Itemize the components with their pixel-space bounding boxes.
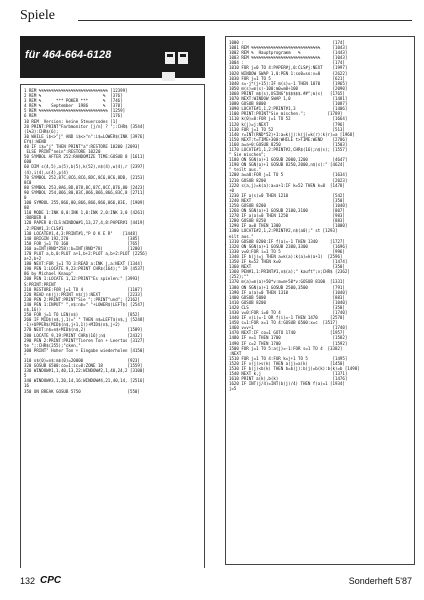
code-line: 1010 FOR j=0 TO 4:PAPER#j,0:CLS#j:NEXT [1997] (229, 65, 348, 71)
code-line: 1001 REM %%%%%%%%%%%%%%%%%%%%%%%%%%%% [1043] (229, 45, 348, 51)
code-listing-right (225, 36, 415, 565)
code-line: 1260 ON SGN(a)+1 GOSUB 2100,3100 [807] (229, 208, 345, 214)
code-line: 6 REM [176] (24, 113, 123, 119)
code-line: 1170 LOCATE#1,1,2:PRINT#2,CHR$(16);n$(s); [1557] (229, 146, 348, 152)
magazine-logo: CPC (40, 575, 62, 586)
code-line: 1004 : [174] (229, 60, 345, 66)
code-line: 1210 GOSUB 8200 [2023] (229, 177, 348, 183)
code-line: 5 REM %%%%%%%%%%%%%%%%%%%%%%%%%%%% [1259] (24, 108, 126, 114)
code-line: 160 a=INT(RND*258):b=INT(RND*78) [1280] (24, 245, 143, 251)
code-line: j=5 (229, 386, 237, 392)
code-line: 16 (24, 383, 29, 389)
code-line: a+2,b+2 (24, 256, 42, 262)
code-line: 1190 ON SGN(a)+1 GOSUB 8250,2000,n$(s):" [4624] (229, 162, 345, 168)
code-line: 1002 REM % Hauptprogramm % [1443] (229, 50, 348, 56)
code-line: " Sie mischen"; (229, 152, 266, 158)
section-title: Spiele (20, 8, 55, 23)
code-line: ELSE PRINT"nein":RESTORE 10220 (24, 149, 101, 155)
code-line: :BORDER 0 (24, 215, 47, 221)
code-line: 1610 PRINT a(k),b(k) [1476] (229, 376, 348, 382)
code-line: 330 WINDOW#1,1,40,13,22:WINDOW#2,1,40,24,2 [3100] (24, 368, 145, 374)
code-line: 1060 PRINT m$(s),USING"$$$$$$.##";m(s) [1765] (229, 90, 345, 96)
code-line: 1003 REM %%%%%%%%%%%%%%%%%%%%%%%%%%%% [1043] (229, 55, 348, 61)
code-line: 1340 IF b(j)=j THEN a=k(a):k(a)=k(a+1) [2596] (229, 253, 343, 259)
code-line: 1120 k(j)=j:NEXT [796] (229, 121, 345, 127)
code-line: 10 REM Version: keine Steuercodes [1] (24, 118, 118, 124)
code-line: 1200 a=a0:FOR j=1 TO 5 [1634] (229, 172, 348, 178)
code-line: 340 WINDOW#3,1,20,14,16:WINDOW#4,21,40,14, [2516] (24, 378, 145, 384)
code-line: 1110 k(0)=0:FOR j=1 TO 52 [1664] (229, 116, 348, 122)
code-line: 60 DIM s(4,5),a(5),b(5),k(52),n$(4),w(4),r [2397] (24, 164, 145, 170)
code-line: 80 (24, 205, 29, 211)
code-line: 220 READ n$(j):PRINT n$(j):NEXT [2233] (24, 291, 143, 297)
code-line: 1370 m(a)=m(a)+50*v:m=m+50*v:GOSUB 8100 [1331] (229, 279, 345, 285)
code-line: 280 LOCATE 9,19:PRINT CHR$(16);n$ [2432] (24, 332, 143, 338)
code-line: 1250 GOSUB 8200 [1040] (229, 203, 348, 208)
code-line: 1080 GOSUB 8000 [1087] (229, 101, 348, 107)
code-line: (4),i(4),u(4),p(4) (24, 169, 69, 175)
code-line: 3 REM % *** POKER *** % [746] (24, 98, 123, 104)
code-line: 1300 LOCATE#2,1,2:PRINT#2,n$(a0);" st [1293] (229, 228, 338, 234)
code-line: 1350 IF k=52 THEN k=0 [1474] (229, 259, 348, 265)
banner-label: für 464-664-6128 (25, 49, 112, 61)
code-line: 1240 NEXT [350] (229, 197, 345, 203)
code-line: 1410 GOSUB 8200 [1040] (229, 299, 348, 305)
code-line: 1100 PRINT:PRINT"Sie mischen."; [1789] (229, 111, 343, 117)
code-line: 1 REM %%%%%%%%%%%%%%%%%%%%%%%%%%%% [12399] (24, 88, 128, 93)
code-line: 320 GOSUB 6500:co=1:ic=0:ZONE 18 [1559] (24, 363, 143, 369)
code-line: 1510 FOR j=1 TO 4:FOR k=j+1 TO 5 [1495] (229, 355, 348, 361)
code-line: 120 PAPER 0:CLS:WINDOW#1,13,27,4,8:PAPER#1 [4419] (24, 220, 145, 226)
disk-icon (165, 52, 175, 64)
code-line: 1030 FOR j=1 TO 5 [621] (229, 75, 345, 81)
issue-label: Sonderheft 5'87 (348, 576, 412, 586)
code-line: 150 FOR j=1 TO 160 [765] (24, 240, 140, 246)
code-line: 250 FOR j=1 TO LEN(n$) [852] (24, 312, 140, 318)
code-line: " (24, 352, 27, 358)
code-line: 86 by Michael Knaup" (24, 271, 74, 277)
code-line: 230 PEN 2:PRINT:PRINT"Sie ";:PRINT"und"; [2162] (24, 296, 140, 302)
code-line: 1390 IF a(a)=0 THEN 1310 [1040] (229, 289, 348, 295)
code-line: 40 IF i$="j" THEN PRINT"a":RESTORE 10200 [2093] (24, 144, 140, 150)
code-line: n$,16)) (24, 307, 42, 313)
code-line: 1280 GOSUB 8250 [883] (229, 218, 345, 224)
code-line: 210 RESTORE:FOR j=1 TO 4 [1107] (24, 286, 143, 292)
code-line: 70 SYMBOL 252,87C,8C6,8C6,8DC,8C6,8C6,8DB, [2153] (24, 174, 145, 180)
page-footer (20, 576, 412, 592)
right-column (225, 36, 415, 568)
code-line: 200 PEN 1:LOCATE 1,12:PRINT"Es spielen:" [3993] (24, 276, 140, 282)
code-line: eilt aus." (229, 233, 254, 239)
code-line: 350 ON BREAK GOSUB 5750 [550] (24, 388, 140, 394)
code-line: 1520 IF v(j)>v(k) THEN a(j)=a(k) [1450] (229, 360, 345, 366)
code-line: 1310 GOSUB 8200:IF f(a)=-1 THEN 1340 [1727] (229, 238, 345, 244)
code-line: 1360 NEXT [350] (229, 264, 345, 270)
code-line: 1270 IF a(a)=0 THEN 1250 [983] (229, 213, 345, 219)
code-line: 130 LOCATE#1,4,3:PRINT#1,"P O K E R" [1448] (24, 230, 138, 236)
code-line: 2 REM % % [376] (24, 93, 123, 99)
banner-icons (162, 49, 200, 63)
code-line: 1180 ON SGN(a)+1 GOSUB 2000,1200 [4647] (229, 157, 348, 163)
code-line: 1380 ON SGN(a)+1 GOSUB 2500,3500 [791] (229, 284, 345, 290)
code-line: 1040 s=-j*(j+15):IF m(s)=-1 THEN 1070 [1965] (229, 80, 348, 86)
code-line: 1500 FOR j=1 TO 5:a(j)=-1:FOR s=1 TO 4 [3382] (229, 345, 343, 351)
code-line: +0 (229, 187, 234, 193)
code-line: (252);"" (229, 274, 249, 280)
code-line: 240 PEN 1:INPUT" ",n$:n$=" "+LOWER$(LEFT$( [2547] (24, 301, 145, 307)
code-line: 1400 GOSUB 5000 [883] (229, 294, 345, 300)
header-rule (78, 20, 412, 21)
code-line: 1360 PEN#1,1:PRINT#1,n$(a);" kauft";v;CHR$ [2362] (229, 269, 350, 275)
left-column (20, 36, 205, 568)
code-line: EY$):WEND (24, 138, 47, 144)
code-line: ,2:PEN#1,3:CLS#1 (24, 225, 64, 231)
code-line: 1160 a=a+0:GOSUB 8250 [1503] (229, 141, 348, 147)
code-line: 5 (24, 373, 27, 379)
code-line: 1140 r=INT(RND*52)+1:a=k(j):k(j)=k(r):k(r)=a [1968] (229, 131, 355, 137)
code-line: 20 PRINT:PRINT"Farbmonitor [j/n] ? ";:CHR$ [3544] (24, 123, 145, 129)
code-line: 1430 v=0:FOR i=0 TO 4 [1740] (229, 309, 348, 315)
code-line: 110 MODE 1:INK 0,0:INK 1,0:INK 2,0:INK 3,0 [4261] (24, 210, 145, 216)
code-line: 1530 IF b(j)<b(k) THEN b=b(j):b(j)=b(k):b(k)=b [1498] (229, 366, 360, 371)
code-line: 30 WHILE i$<>"j" AND i$<>"n":i$=LOWER$(INK [3976] (24, 133, 145, 139)
code-line: 100 SYMBOL 255,866,80,866,866,866,866,83E, [1909] (24, 200, 145, 206)
code-line: 1480 IF v=1 THEN 1700 [1582] (229, 335, 348, 341)
code-line: :NEXT (229, 350, 242, 356)
code-line: 1540 NEXT k,j [1371] (229, 371, 348, 377)
disk-icon (178, 52, 188, 64)
code-line: 0 (24, 194, 27, 200)
code-line: 170 PLOT a,b,0:PLOT a+1,b+2:PLOT a,b+2:PLOT [2256] (24, 251, 148, 256)
code-line: 1490 IF c=2 THEN 1700 [1592] (229, 340, 348, 346)
compatibility-banner (20, 36, 205, 78)
code-line: 310 n$(0)=n$:m$(0)=20000 [923] (24, 357, 140, 363)
code-line: 180 NEXT:FOR j=1 TO 3:READ a:INK j,a:NEXT [1344] (24, 261, 143, 267)
code-line: 1130 FOR j=1 TO 52 [513] (229, 126, 345, 132)
page-number: 132 (20, 576, 36, 586)
code-line: 90 SYMBOL 254,866,80,83C,866,866,866,83C,8 [2711] (24, 189, 145, 195)
code-line: 190 PEN 1:LOCATE 9,23:PRINT CHR$(164);" 19 [4537] (24, 266, 145, 272)
code-line: 8C0 (24, 179, 32, 185)
code-line: S:PRINT:PRINT (24, 281, 57, 287)
code-line: 1440 IF v(i)=-1 OR f(i)=-1 THEN 1470 [2570] (229, 315, 345, 321)
code-line: 600 (24, 159, 32, 165)
code-line: 1620 IF INT(j/4)=INT(b(j)/4) THEN f(a)=1 [1934] (229, 381, 345, 387)
code-line: 1000 : [174] (229, 40, 345, 45)
code-line: 4 REM % September 1986 % [378] (24, 103, 123, 109)
code-line: 270 NEXT:n$=n$+MID$(n$,2) [1589] (24, 327, 143, 333)
code-line: 1050 m(s)=m(s)-100:m0=m0+100 [2090] (229, 85, 348, 91)
code-line: 1420 CLS [350] (229, 304, 345, 310)
code-line: 1330 v=0:FOR i=1 TO 5 [996] (229, 248, 345, 254)
code-line: 260 IF MID$(n$,j,1)=" " THEN n$=LEFT$(n$,j [5248] (24, 317, 145, 323)
code-line: te ";:CHR$(255);"cken." (24, 342, 81, 348)
code-line: -1)+UPPER$(MID$(n$,j+1,1))+MID$(n$,j+2) (24, 322, 121, 328)
code-line: 300 PRINT" Hoher Ton + Eingabe wiederholen [4150] (24, 347, 145, 353)
code-line: 1460 v=v+1 [1740] (229, 325, 348, 331)
code-line: 1230 IF a(s)=0 THEN 1210 [542] (229, 192, 345, 198)
code-line: " teilt aus." (229, 167, 262, 173)
code-line: 1320 ON SGN(a)+1 GOSUB 2300,3300 [1696] (229, 243, 348, 249)
code-line: 50 SYMBOL AFTER 252:RANDOMIZE TIME:GOSUB 8 [1611] (24, 154, 145, 160)
code-line: 1470 NEXT:IF co=1 GOTO 1740 [1957] (229, 330, 345, 336)
code-line: (1%3):CHR$(6); (24, 128, 59, 134)
code-line: 1090 LOCATE#1,1,2:PRINT#1,3 [1406] (229, 106, 348, 112)
code-listing-left (20, 84, 205, 568)
code-line: 1290 IF a=0 THEN 1300 [1800] (229, 223, 348, 229)
cassette-icon (162, 72, 175, 81)
code-line: 1450 c=1:FOR x=1 TO 4:GOSUB 6500:x=c [3517] (229, 320, 338, 326)
code-line: 1150 NEXT:t=TIME+300:WHILE t>TIME:WEND [2786] (229, 136, 348, 142)
page-header (20, 8, 412, 30)
code-line: 140 ORIGIN 192,270 [385] (24, 235, 140, 241)
code-line: 80 SYMBOL 253,8A6,8D,878,8C,87C,8CC,876,80 [2423] (24, 184, 145, 190)
code-line: 1020 WINDOW SWAP 1,0:PEN 1:so0=so:v=0 [2622] (229, 70, 348, 76)
code-line: 1220 s(a,j)=k(a):a=a+1:IF k=52 THEN k=0 [1478] (229, 182, 345, 188)
code-line: 1070 NEXT:WINDOW SWAP 1,0 [1481] (229, 96, 348, 102)
code-line: 290 PEN 2:PRINT:PRINT"Tieren Ton + Leertas [3127] (24, 337, 145, 343)
